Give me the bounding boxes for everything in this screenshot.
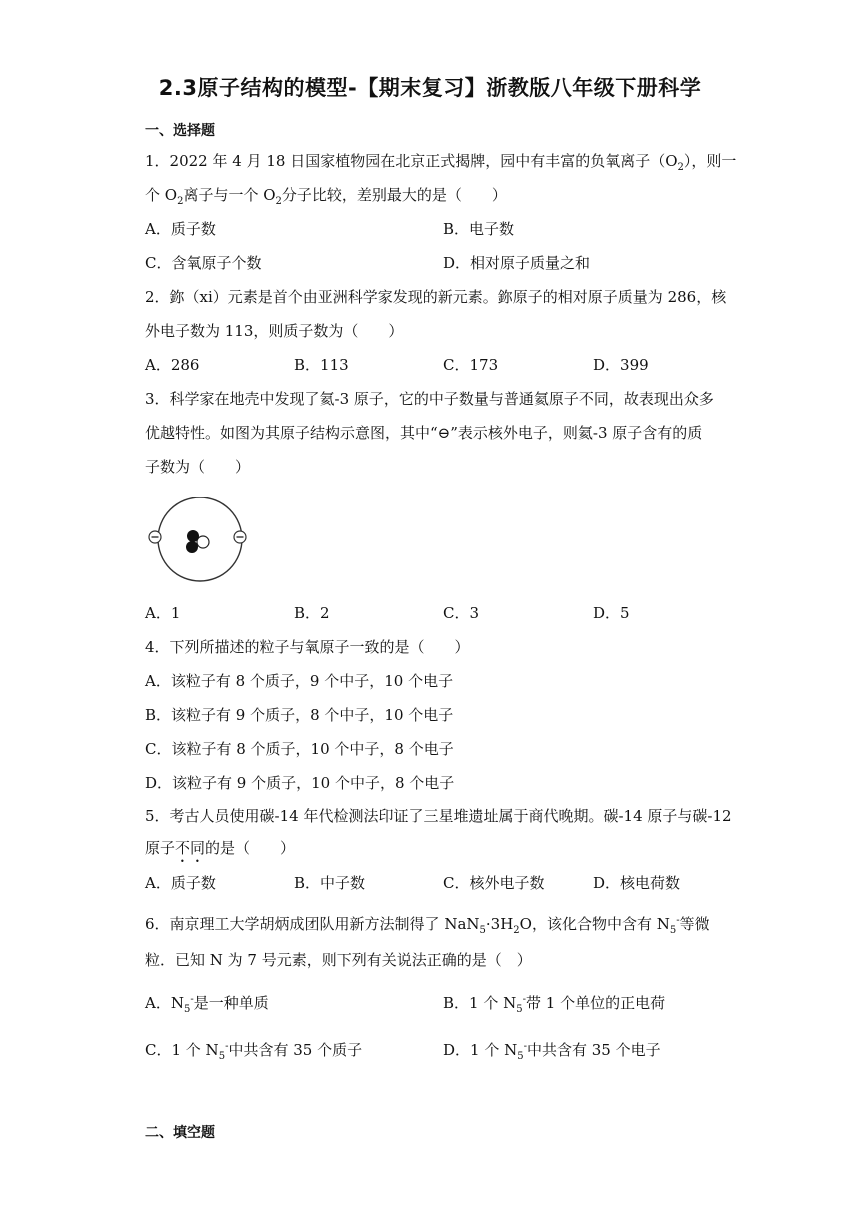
q4-option-d: D．该粒子有 9 个质子，10 个中子，8 个电子 — [145, 774, 455, 792]
q1-option-b: B．电子数 — [443, 220, 515, 238]
q4-option-b: B．该粒子有 9 个质子，8 个中子，10 个电子 — [145, 706, 454, 724]
q5-stem-line1: 5．考古人员使用碳-14 年代检测法印证了三星堆遗址属于商代晚期。碳-14 原子与碳-12 — [145, 807, 732, 825]
electron-symbol-icon: ⊖ — [437, 424, 451, 442]
q5-option-d: D．核电荷数 — [593, 874, 681, 892]
electron-left-icon — [149, 531, 161, 543]
q3-option-c: C．3 — [443, 604, 480, 622]
proton-bottom-icon — [186, 541, 198, 553]
q4-option-a: A．该粒子有 8 个质子，9 个中子，10 个电子 — [145, 672, 454, 690]
q2-option-b: B．113 — [294, 356, 349, 374]
q6-option-c: C．1 个 $N_5^-$中共含有 35 个质子 — [145, 1041, 363, 1062]
q4-option-c: C．该粒子有 8 个质子，10 个中子，8 个电子 — [145, 740, 454, 758]
q3-stem-line3: 子数为（ ） — [145, 458, 251, 476]
q3-option-a: A．1 — [145, 604, 181, 622]
proton-top-icon — [187, 530, 199, 542]
q6-stem-line2: 粒．已知 N 为 7 号元素，则下列有关说法正确的是（ ） — [145, 951, 532, 969]
q1-stem-line2: 个 $O_2$离子与一个 $O_2$分子比较，差别最大的是（ ） — [145, 186, 507, 207]
q3-stem-line1: 3．科学家在地壳中发现了氦-3 原子，它的中子数量与普通氦原子不同，故表现出众多 — [145, 390, 714, 408]
q5-option-a: A．质子数 — [145, 874, 216, 892]
q3-option-d: D．5 — [593, 604, 630, 622]
neutron-icon — [197, 536, 209, 548]
q2-stem-line2: 外电子数为 113，则质子数为（ ） — [145, 322, 404, 340]
q5-option-b: B．中子数 — [294, 874, 366, 892]
page-title: 2.3原子结构的模型-【期末复习】浙教版八年级下册科学 — [158, 76, 702, 100]
q3-option-b: B．2 — [294, 604, 330, 622]
q4-stem: 4．下列所描述的粒子与氧原子一致的是（ ） — [145, 638, 470, 656]
section-heading-choice: 一、选择题 — [145, 123, 215, 139]
q1-option-c: C．含氧原子个数 — [145, 254, 262, 272]
q6-option-b: B．1 个 $N_5^-$带 1 个单位的正电荷 — [443, 994, 666, 1015]
q5-stem-line2: 原子不同的是（ ） — [145, 839, 296, 857]
electron-right-icon — [234, 531, 246, 543]
section-heading-fill: 二、填空题 — [145, 1125, 215, 1141]
q2-option-c: C．173 — [443, 356, 499, 374]
q2-stem-line1: 2．鉨（xi）元素是首个由亚洲科学家发现的新元素。鉨原子的相对原子质量为 286，核 — [145, 288, 727, 306]
q2-option-a: A．286 — [145, 356, 200, 374]
q6-option-a: A．$N_5^-$是一种单质 — [145, 994, 269, 1015]
q1-option-d: D．相对原子质量之和 — [443, 254, 591, 272]
q6-option-d: D．1 个 $N_5^-$中共含有 35 个电子 — [443, 1041, 661, 1062]
q6-stem-line1: 6．南京理工大学胡炳成团队用新方法制得了 $NaN_5\cdot 3H_2O$，该化合物中含有 $N_5^-$等微 — [145, 915, 710, 936]
q5-option-c: C．核外电子数 — [443, 874, 545, 892]
q1-option-a: A．质子数 — [145, 220, 216, 238]
q2-option-d: D．399 — [593, 356, 649, 374]
q1-stem-line1: 1．2022 年 4 月 18 日国家植物园在北京正式揭牌，园中有丰富的负氧离子$(O_2)$，则一 — [145, 152, 737, 173]
helium3-atom-diagram — [145, 497, 255, 583]
q3-stem-line2: 优越特性。如图为其原子结构示意图，其中“⊖”表示核外电子，则氦-3 原子含有的质 — [145, 424, 703, 442]
